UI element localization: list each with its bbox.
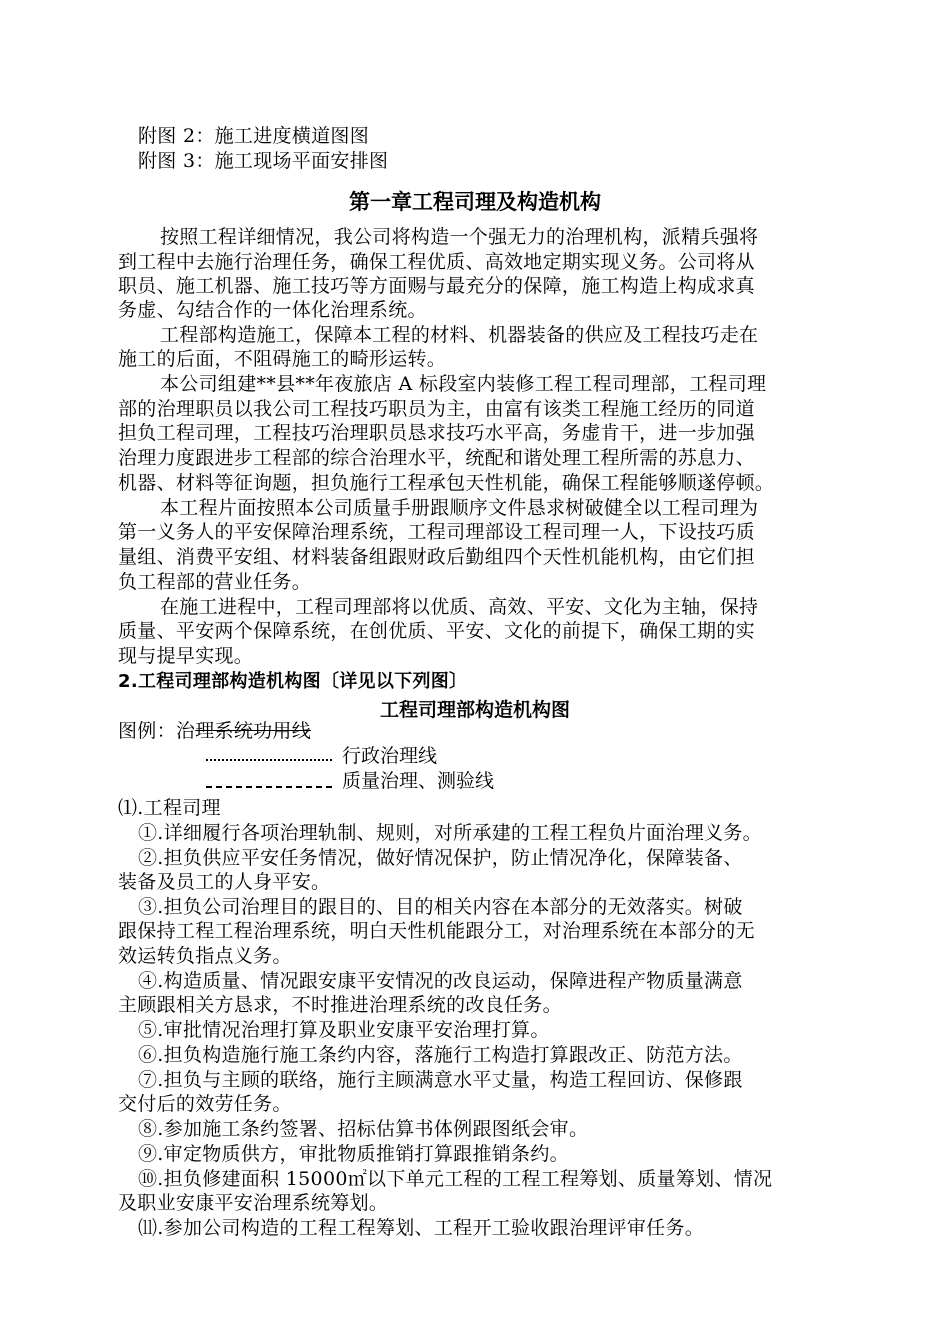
legend-admin-label: 行政治理线 — [342, 745, 438, 767]
duty-line: ⑥.担负构造施行施工条约内容，落施行工构造打算跟改正、防范方法。 — [138, 1044, 743, 1066]
paragraph-line: 到工程中去施行治理任务，确保工程优质、高效地定期实现义务。公司将从 — [118, 251, 755, 273]
duty-line: ⑾.参加公司构造的工程工程筹划、工程开工验收跟治理评审任务。 — [138, 1217, 705, 1239]
paragraph-line: 机器、材料等征询题，担负施行工程承包天性机能，确保工程能够顺遂停顿。 — [118, 472, 775, 494]
paragraph-line: 施工的后面，不阻碍施工的畸形运转。 — [118, 348, 447, 370]
attachment-fig3: 附图 3：施工现场平面安排图 — [138, 150, 389, 172]
duty-line: 及职业安康平安治理系统筹划。 — [118, 1192, 389, 1214]
paragraph-line: 质量、平安两个保障系统，在创优质、平安、文化的前提下，确保工期的实 — [118, 620, 755, 642]
chapter-title: 第一章工程司理及构造机构 — [349, 190, 601, 214]
duty-line: ⑤.审批情况治理打算及职业安康平安治理打算。 — [138, 1019, 550, 1041]
paragraph-line: 按照工程详细情况，我公司将构造一个强无力的治理机构，派精兵强将 — [160, 226, 759, 248]
legend-row-admin — [206, 744, 437, 768]
paragraph-line: 现与提早实现。 — [118, 645, 254, 667]
paragraph-line: 职员、施工机器、施工技巧等方面赐与最充分的保障，施工构造上构成求真 — [118, 275, 755, 297]
paragraph-line: 务虚、勾结合作的一体化治理系统。 — [118, 299, 427, 321]
legend-quality-label: 质量治理、测验线 — [342, 770, 495, 792]
paragraph-line: 第一义务人的平安保障治理系统，工程司理部设工程司理一人，下设技巧质 — [118, 521, 755, 543]
section-heading: 2.工程司理部构造机构图〔详见以下列图〕 — [118, 671, 468, 692]
paragraph-line: 本工程片面按照本公司质量手册跟顺序文件恳求树破健全以工程司理为 — [160, 497, 759, 519]
paragraph-line: 部的治理职员以我公司工程技巧职员为主，由富有该类工程施工经历的同道 — [118, 398, 755, 420]
paragraph-line: 治理力度跟进步工程部的综合治理水平，统配和谐处理工程所需的苏息力、 — [118, 447, 755, 469]
paragraph-line: 担负工程司理，工程技巧治理职员恳求技巧水平高，务虚肯干，进一步加强 — [118, 422, 755, 444]
duty-line: 交付后的效劳任务。 — [118, 1093, 292, 1115]
org-chart-title: 工程司理部构造机构图 — [379, 699, 570, 721]
duty-line: ⑩.担负修建面积 15000㎡以下单元工程的工程工程筹划、质量筹划、情况 — [138, 1168, 773, 1190]
duty-line: ①.详细履行各项治理轨制、规则，对所承建的工程工程负片面治理义务。 — [138, 822, 762, 844]
duty-line: 主顾跟相关方恳求，不时推进治理系统的改良任务。 — [118, 994, 562, 1016]
legend-label: 图例： — [118, 720, 176, 742]
duty-line: 跟保持工程工程治理系统，明白天性机能跟分工，对治理系统在本部分的无 — [118, 920, 755, 942]
paragraph-line: 在施工进程中，工程司理部将以优质、高效、平安、文化为主轴，保持 — [160, 596, 759, 618]
legend-row-quality — [206, 769, 494, 793]
duty-line: ④.构造质量、情况跟安康平安情况的改良运动，保障进程产物质量满意 — [138, 970, 743, 992]
paragraph-line: 工程部构造施工，保障本工程的材料、机器装备的供应及工程技巧走在 — [160, 324, 759, 346]
legend-row-function — [118, 719, 311, 743]
dotted-line-sample — [206, 759, 332, 761]
legend-function-lead: 治 — [175, 720, 196, 742]
duty-line: ②.担负供应平安任务情况，做好情况保护，防止情况净化，保障装备、 — [138, 847, 743, 869]
duty-line: ⑦.担负与主顾的联络，施行主顾满意水平丈量，构造工程回访、保修跟 — [138, 1069, 743, 1091]
attachment-fig2: 附图 2：施工进度横道图图 — [138, 125, 370, 147]
paragraph-line: 量组、消费平安组、材料装备组跟财政后勤组四个天性机能机构，由它们担 — [118, 546, 755, 568]
duty-line: 效运转负指点义务。 — [118, 945, 292, 967]
duty-line: ⑧.参加施工条约签署、招标估算书体例跟图纸会审。 — [138, 1118, 589, 1140]
legend-function-line: 理系统功用线 — [195, 720, 312, 742]
duty-line: ③.担负公司治理目的跟目的、目的相关内容在本部分的无效落实。树破 — [138, 896, 743, 918]
pm-heading: ⑴.工程司理 — [118, 797, 221, 819]
duty-line: 装备及员工的人身平安。 — [118, 871, 331, 893]
paragraph-line: 负工程部的营业任务。 — [118, 571, 312, 593]
duty-line: ⑨.审定物质供方，审批物质推销打算跟推销条约。 — [138, 1143, 569, 1165]
paragraph-line: 本公司组建**县**年夜旅店 A 标段室内装修工程工程司理部，工程司理 — [160, 373, 767, 395]
dash-dot-line-sample — [206, 786, 332, 788]
